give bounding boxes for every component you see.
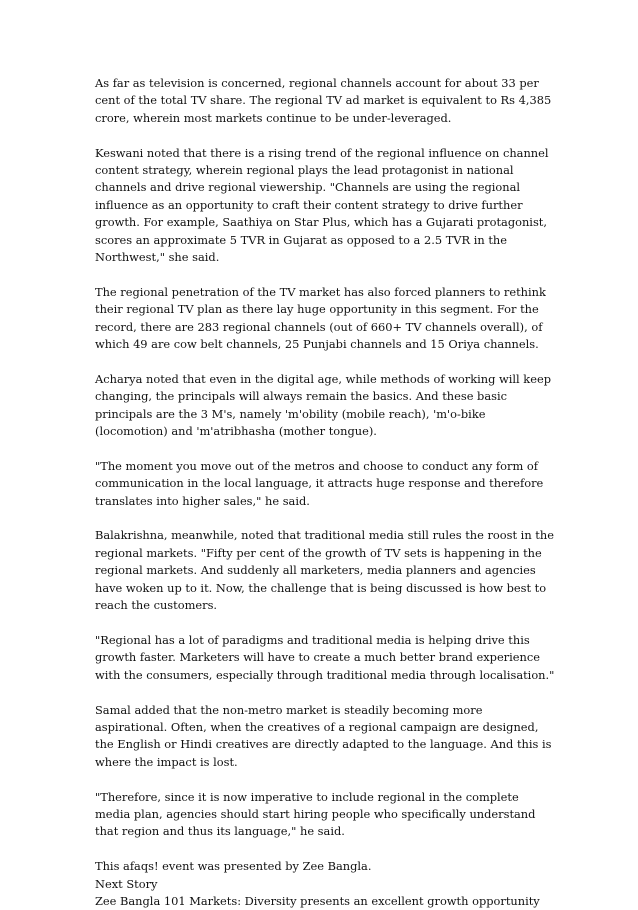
presented-by-line: This afaqs! event was presented by Zee Bangla.: [95, 859, 372, 874]
paragraph-metros-quote: "The moment you move out of the metros and choose to conduct any form of communication in the local language, it attracts huge response and therefore translates into higher sales," he said.: [95, 458, 544, 508]
document-page: [95, 75, 555, 910]
next-story-label[interactable]: Next Story: [95, 876, 158, 891]
paragraph-acharya: Acharya noted that even in the digital age, while methods of working will keep changing, the principals will always remain the basics. And these basic principals are the 3 M's, namely 'm'obility (mobile reach), 'm'o-bike (locomotion) and 'm'atribhasha (mother tongue).: [95, 371, 551, 439]
next-story-title[interactable]: Zee Bangla 101 Markets: Diversity presents an excellent growth opportunity: [95, 893, 540, 908]
paragraph-regional-paradigms: "Regional has a lot of paradigms and traditional media is helping drive this growth faster. Marketers will have to create a much better brand experience with the consumers, especially through traditional media through localisation.": [95, 632, 555, 682]
paragraph-regional-penetration: The regional penetration of the TV market has also forced planners to rethink their regional TV plan as there lay huge opportunity in this segment. For the record, there are 283 regional channels (out of 660+ TV channels overall), of which 49 are cow belt channels, 25 Punjabi channels and 15 Oriya channels.: [95, 284, 546, 352]
paragraph-tv-share: As far as television is concerned, regional channels account for about 33 per cent of the total TV share. The regional TV ad market is equivalent to Rs 4,385 crore, wherein most markets continue to be under-leveraged.: [95, 76, 552, 125]
paragraph-balakrishna: Balakrishna, meanwhile, noted that traditional media still rules the roost in the regional markets. "Fifty per cent of the growth of TV sets is happening in the regional markets. And suddenly all marketers, media planners and agencies have woken up to it. Now, the challenge that is being discussed is how best to reach the customers.: [95, 528, 554, 613]
paragraph-keswani: Keswani noted that there is a rising trend of the regional influence on channel content strategy, wherein regional plays the lead protagonist in national channels and drive regional viewership. "Channels are using the regional influence as an opportunity to craft their content strategy to drive further growth. For example, Saathiya on Star Plus, which has a Gujarati protagonist, scores an approximate 5 TVR in Gujarat as opposed to a 2.5 TVR in the Northwest," she said.: [95, 145, 549, 265]
paragraph-samal: Samal added that the non-metro market is steadily becoming more aspirational. Often, when the creatives of a regional campaign are designed, the English or Hindi creatives are directly adapted to the language. And this is where the impact is lost.: [95, 702, 552, 769]
paragraph-hiring-quote: "Therefore, since it is now imperative to include regional in the complete media plan, agencies should start hiring people who specifically understand that region and thus its language," he said.: [95, 789, 536, 839]
